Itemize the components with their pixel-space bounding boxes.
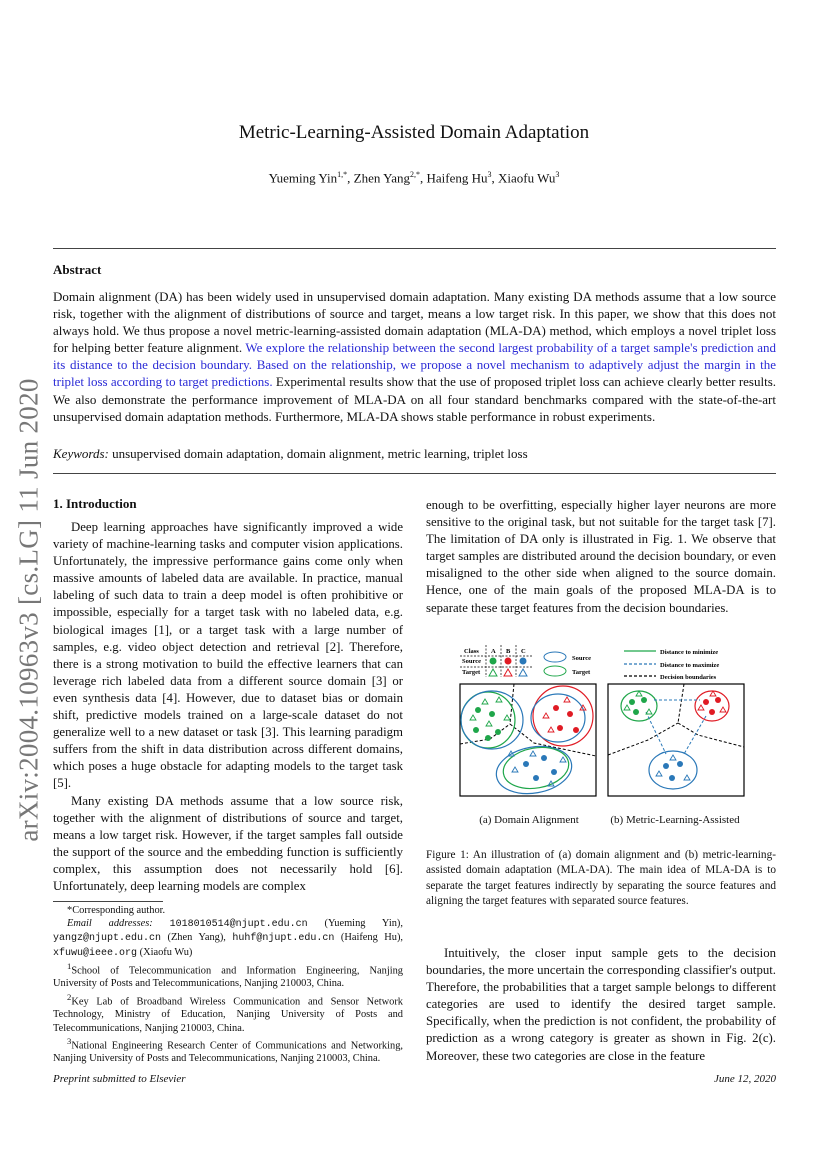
subcaption-b: (b) Metric-Learning-Assisted [610, 814, 740, 826]
footnotes [53, 904, 403, 1066]
abstract-highlight: We explore the relationship between the second largest probability of a target sample's prediction and its distance to the decision boundary. Based on the relationship, we propose a novel mechanism to adaptively adjust the margin in the triplet loss according to target predictions. [53, 340, 777, 390]
panel-domain-alignment [460, 684, 596, 799]
author-affiliation: 3 [555, 170, 560, 179]
figure-illustration [448, 640, 778, 812]
keywords-text: unsupervised domain adaptation, domain alignment, metric learning, triplet loss [112, 446, 528, 461]
author-list: Yueming Yin$^{1,*}$, Zhen Yang$^{2,*}$, Haifeng Hu$^3$, Xiaofu Wu$^3$ [268, 170, 560, 186]
legend-class-b: B [506, 648, 511, 655]
footnote-affiliation-1 [53, 960, 403, 991]
legend-target-label: Target [462, 669, 481, 676]
email-link[interactable]: 1018010514@njupt.edu.cn [169, 919, 308, 931]
author-affiliation: 1,* [337, 170, 348, 179]
email-owner: (Zhen Yang), [167, 932, 226, 944]
paragraph: Deep learning approaches have significantly improved a wide variety of machine-learning tasks and computer vision applications. Unfortunately, the impressive performance gains come only when massive amounts of labeled data are available. In practice, manual labeling of such data to train a deep model is often prohibitive or impossible, especially for a target task with no labeled data, e.g. biological images [1], or a target task with a large number of samples, e.g. video object detection and retrieval [2]. Therefore, there is a strong motivation to build the effective learners that can leverage rich labeled data from a different source domain [3] or even synthesis data [4]. However, due to dataset bias or domain shift, predictive models trained on a large-scale dataset do not generalize well to a new dataset or task [3]. This learning paradigm suffers from the shift in data distribution across different domains, which poses a huge obstacle for adapting models to the target task [5]. [53, 520, 403, 791]
aff-text: Key Lab of Broadband Wireless Communication and Sensor Network Technology, Ministry of Education, Nanjing University of Posts and Telecommunications, Nanjing 210003, China. [53, 996, 403, 1034]
footnote-divider [53, 901, 163, 902]
footnote-emails [53, 917, 403, 960]
author-name: Yueming Yin [268, 170, 338, 186]
aff-text: School of Telecommunication and Information Engineering, Nanjing University of Posts and Telecommunications, Nanjing 210003, China. [53, 965, 403, 990]
author-name: Zhen Yang [353, 170, 410, 186]
email-label: Email addresses: [67, 918, 153, 930]
legend-oval-source: Source [572, 655, 592, 662]
footer-preprint: Preprint submitted to Elsevier [53, 1073, 186, 1085]
arxiv-id: arXiv:2004.10963v3 [cs.LG] 11 Jun 2020 [13, 378, 44, 842]
email-link[interactable]: yangz@njupt.edu.cn [53, 933, 162, 945]
subcaption-a: (a) Domain Alignment [479, 814, 579, 826]
footer-date: June 12, 2020 [713, 1073, 776, 1085]
abstract-divider [53, 473, 776, 474]
footnote-affiliation-2 [53, 991, 403, 1035]
legend-class-label: Class [464, 648, 479, 655]
author-name: Haifeng Hu [426, 170, 488, 186]
keywords [53, 446, 776, 462]
section-heading: 1. Introduction [53, 496, 137, 511]
footnote-corresponding: *Corresponding author. [67, 905, 166, 916]
legend-line-max: Distance to maximize [660, 662, 720, 669]
left-column [53, 519, 403, 895]
footnote-affiliation-3 [53, 1035, 403, 1066]
paragraph: enough to be overfitting, especially higher layer neurons are more sensitive to the original task, but not suitable for the target task [7]. The limitation of DA only is illustrated in Fig. 1. We observe that target samples are distributed around the decision boundary, or even misaligned to the other side when aligned to the source domain. Hence, one of the main goals of the proposed MLA-DA is to separate these target features from the decision boundaries. [426, 498, 776, 615]
figure-caption: Figure 1: An illustration of (a) domain alignment and (b) metric-learning-assisted domain adaptation (MLA-DA). The main idea of MLA-DA is to separate the target features indirectly by separating the source features and aligning the target features with separated source features. [426, 849, 776, 908]
email-link[interactable]: huhf@njupt.edu.cn [232, 933, 335, 945]
legend-source-label: Source [462, 658, 482, 665]
top-divider [53, 248, 776, 249]
domain-legend [544, 652, 591, 676]
right-column [426, 497, 776, 617]
line-legend [624, 649, 719, 681]
arxiv-sidebar [4, 365, 54, 855]
abstract-text: Experimental results show that the use of proposed triplet loss can achieve clearly better results. We also demonstrate the performance improvement of MLA-DA on all four standard benchmarks compared with the state-of-the-art unsupervised domain adaptation methods. Furthermore, MLA-DA shows stable performance in robust experiments. [53, 374, 777, 424]
legend-line-boundary: Decision boundaries [660, 674, 717, 681]
aff-text: National Engineering Research Center of Communications and Networking, Nanjing University of Posts and Telecommunications, Nanjing 210003, China. [53, 1040, 403, 1065]
email-owner: (Yueming Yin), [324, 918, 403, 930]
aff-number: 3 [67, 1035, 72, 1046]
paper-title: Metric-Learning-Assisted Domain Adaptation [238, 122, 590, 143]
email-owner: (Xiaofu Wu) [139, 946, 193, 958]
legend-line-min: Distance to minimize [660, 649, 719, 656]
keywords-label: Keywords: [53, 446, 109, 461]
email-owner: (Haifeng Hu), [340, 932, 404, 944]
aff-number: 2 [67, 991, 72, 1002]
author-affiliation: 2,* [409, 170, 420, 179]
aff-number: 1 [67, 960, 72, 971]
author-name: Xiaofu Wu [497, 170, 556, 186]
paragraph: Intuitively, the closer input sample gets to the decision boundaries, the more uncertain the corresponding classifier's output. Therefore, the probabilities that a target sample belongs to different categories are used to identify the desired target sample. Specifically, when the prediction is not confident, the probability of prediction as a wrong category is greater as shown in Fig. 2(c). Moreover, these two categories are close in the feature [426, 946, 776, 1063]
author-affiliation: 3 [487, 170, 492, 179]
panel-metric-learning-assisted [608, 684, 744, 796]
legend-class-a: A [491, 648, 496, 655]
abstract-text: Domain alignment (DA) has been widely used in unsupervised domain adaptation. Many existing DA methods assume that a low source risk, together with the alignment of distributions of source and target, means a low target risk. In this paper, we show that this does not always hold. We thus propose a novel metric-learning-assisted domain adaptation (MLA-DA) method, which employs a novel triplet loss for helping better feature alignment. [53, 289, 776, 356]
abstract-heading: Abstract [53, 262, 102, 277]
right-column-continued [426, 945, 776, 1065]
class-legend [460, 645, 532, 677]
abstract-body [53, 288, 776, 425]
legend-class-c: C [521, 648, 526, 655]
legend-oval-target: Target [572, 669, 591, 676]
email-link[interactable]: xfuwu@ieee.org [53, 947, 138, 959]
paragraph: Many existing DA methods assume that a low source risk, together with the alignment of distributions of source and target, means a low target risk. However, if the target samples fall outside the support of the source and the embedding function is sufficiently complex, this assumption does not necessarily hold [6]. Unfortunately, deep learning models are complex [53, 793, 403, 893]
